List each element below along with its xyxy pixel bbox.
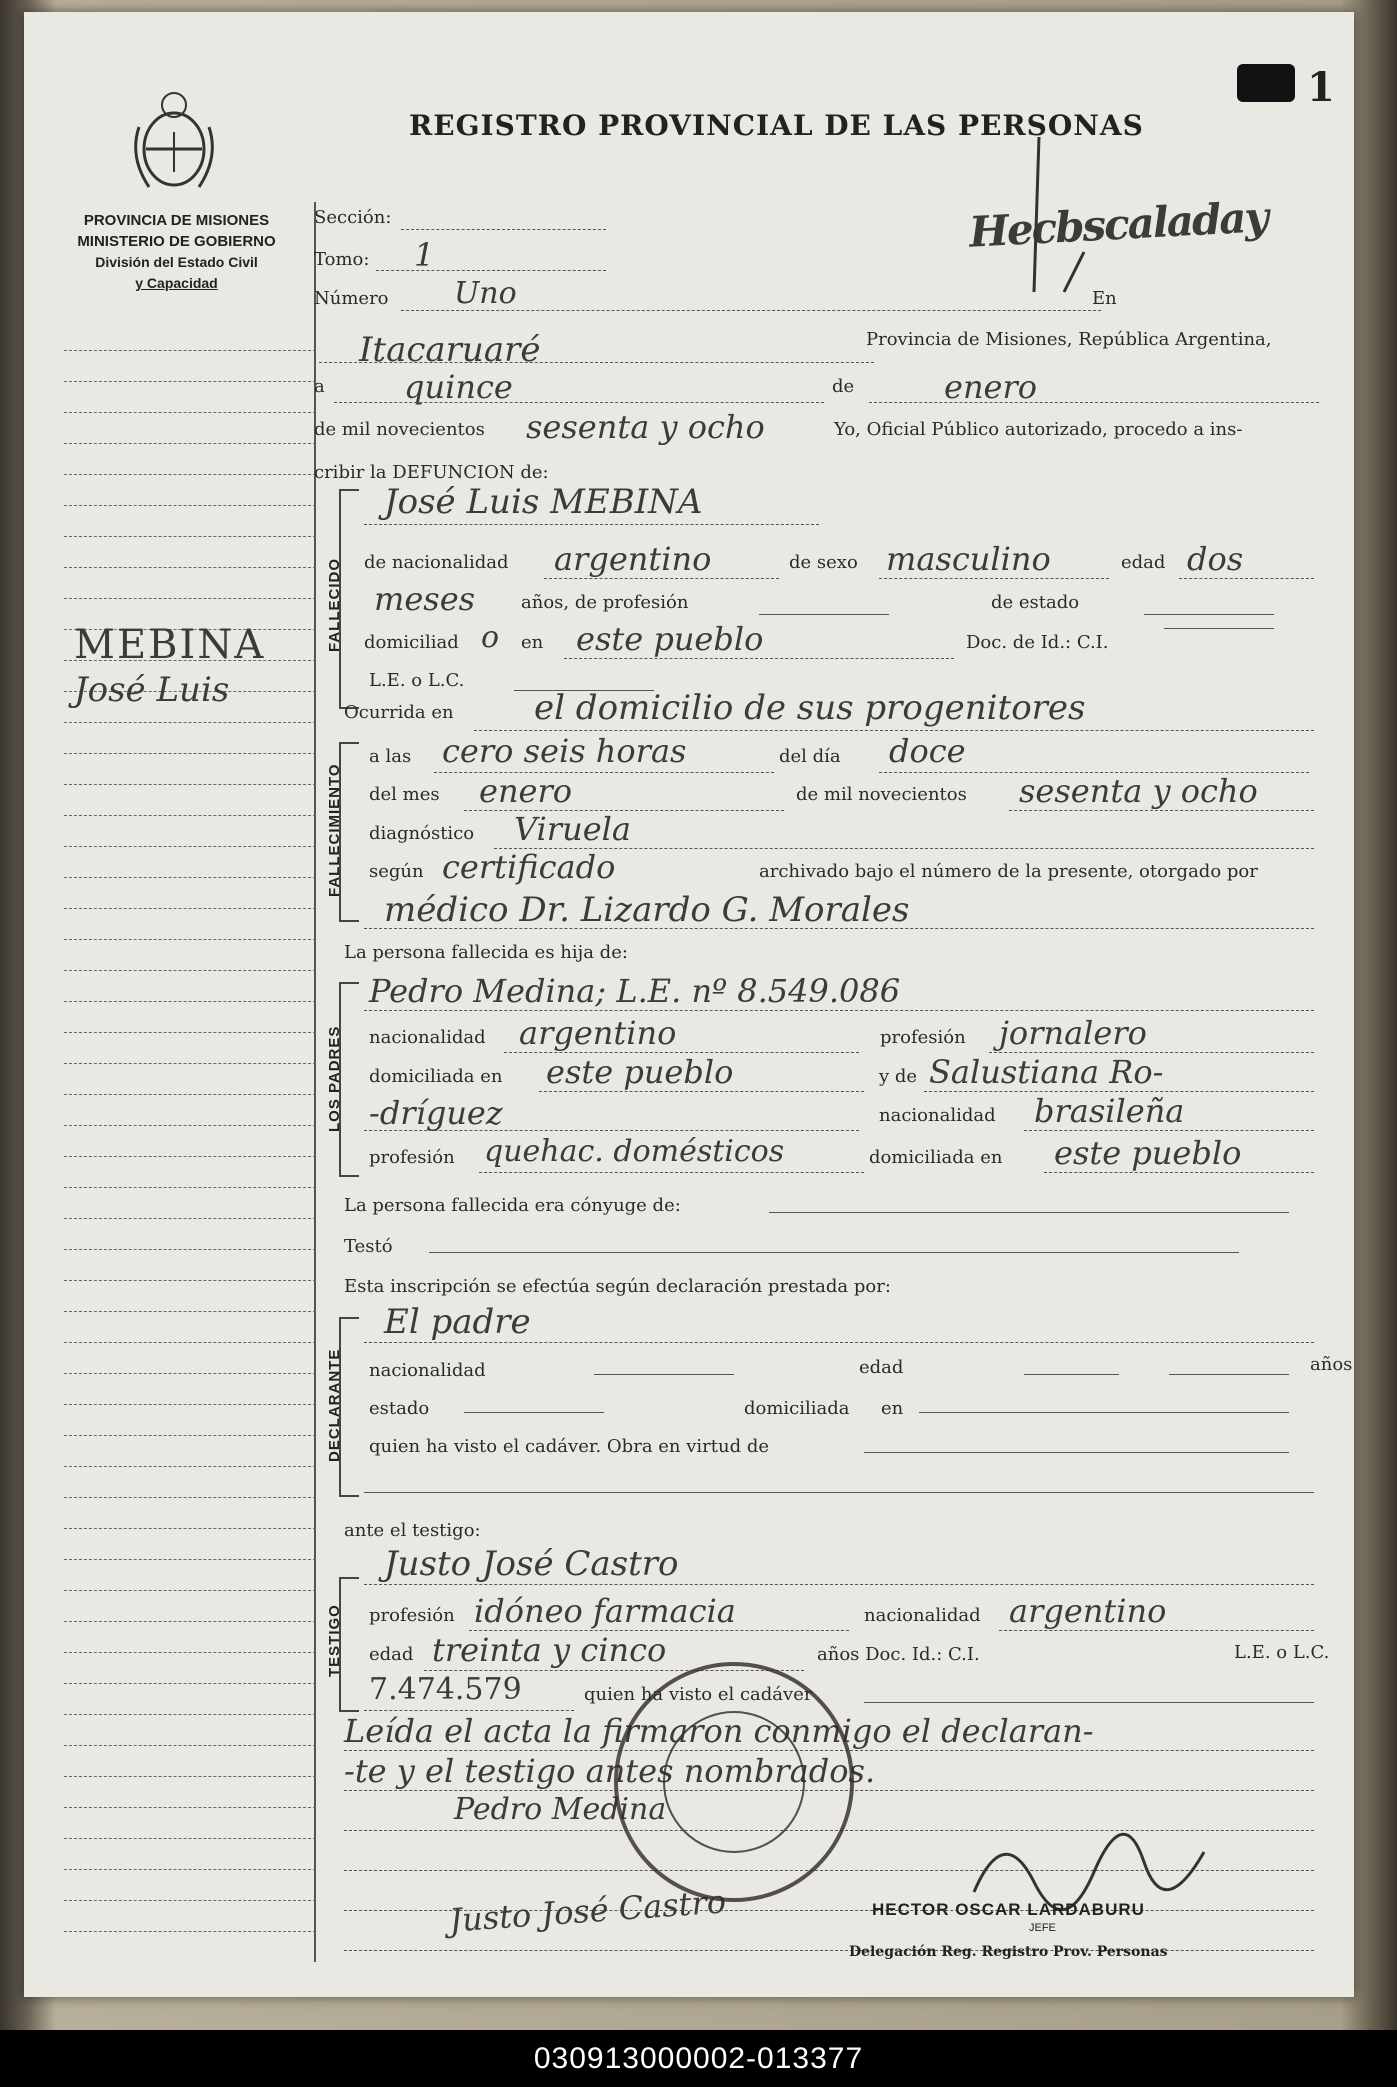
month-value: enero bbox=[944, 368, 1038, 406]
place-line bbox=[319, 362, 874, 363]
testigo-name: Justo José Castro bbox=[384, 1544, 679, 1584]
declarante-edad-label: edad bbox=[859, 1357, 904, 1378]
declarante-domiciliada-label: domiciliada bbox=[744, 1398, 850, 1419]
medico-line bbox=[364, 928, 1314, 929]
issuer-line-2: MINISTERIO DE GOBIERNO bbox=[77, 233, 276, 250]
doc-line bbox=[1164, 628, 1274, 629]
conyuge-line bbox=[769, 1212, 1289, 1213]
testigo-profesion-label: profesión bbox=[369, 1605, 455, 1626]
day-value: quince bbox=[404, 368, 513, 406]
edad-line bbox=[1179, 578, 1314, 579]
closing-line-2: -te y el testigo antes nombrados. bbox=[344, 1752, 876, 1790]
page-number: 1 bbox=[1307, 64, 1335, 111]
fallecimiento-hora-value: cero seis horas bbox=[442, 732, 687, 770]
fallecimiento-dia-value: doce bbox=[889, 732, 966, 770]
fallecido-nacionalidad-label: de nacionalidad bbox=[364, 552, 509, 573]
fallecimiento-diagnostico-label: diagnóstico bbox=[369, 823, 475, 844]
padres-nacionalidad-label: nacionalidad bbox=[369, 1027, 486, 1048]
deceased-name: José Luis MEBINA bbox=[384, 482, 703, 522]
issuer-line-4: y Capacidad bbox=[135, 275, 218, 291]
seccion-line bbox=[401, 229, 606, 230]
day-line bbox=[334, 402, 824, 403]
testigo-le-value: 7.474.579 bbox=[369, 1672, 522, 1707]
padres-profesion2-value: quehac. domésticos bbox=[484, 1134, 785, 1169]
estado-line bbox=[1144, 614, 1274, 615]
fallecimiento-segun-value: certificado bbox=[442, 848, 616, 886]
inscripcion-label: Esta inscripción se efectúa según declaración prestada por: bbox=[344, 1276, 891, 1297]
madre-name-cont: -dríguez bbox=[369, 1094, 503, 1132]
numero-line bbox=[401, 310, 1101, 311]
padres-profesion2-label: profesión bbox=[369, 1147, 455, 1168]
testigo-edad-value: treinta y cinco bbox=[432, 1631, 667, 1669]
declarante-name: El padre bbox=[384, 1302, 531, 1342]
numero-label: Número bbox=[314, 288, 389, 309]
fallecido-sexo-label: de sexo bbox=[789, 552, 858, 573]
numero-value: Uno bbox=[454, 276, 517, 311]
padres-section-label: LOS PADRES bbox=[326, 1025, 343, 1132]
officer-office: Delegación Reg. Registro Prov. Personas bbox=[849, 1944, 1168, 1960]
mil-label: de mil novecientos bbox=[314, 419, 485, 440]
testigo-quien-label: quien ha visto el cadáver bbox=[584, 1684, 813, 1705]
fallecido-estado-label: de estado bbox=[991, 592, 1080, 613]
top-signature: Hecbscaladay bbox=[967, 192, 1269, 257]
madre-name: Salustiana Ro- bbox=[929, 1053, 1164, 1091]
deceased-name-line bbox=[364, 524, 819, 525]
declarante-en-label: en bbox=[881, 1398, 904, 1419]
tomo-line bbox=[376, 270, 606, 271]
fallecimiento-segun-label: según bbox=[369, 861, 424, 882]
tomo-label: Tomo: bbox=[314, 249, 370, 270]
conyuge-label: La persona fallecida era cónyuge de: bbox=[344, 1195, 681, 1216]
padres-nacionalidad2-label: nacionalidad bbox=[879, 1105, 996, 1126]
en-label: En bbox=[1092, 288, 1117, 309]
fallecimiento-archivado-label: archivado bajo el número de la presente, otorgado por bbox=[759, 861, 1258, 882]
padres-domicilio-value: este pueblo bbox=[546, 1053, 734, 1091]
ocurrida-label: Ocurrida en bbox=[344, 702, 454, 723]
cribir-label: cribir la DEFUNCION de: bbox=[314, 462, 549, 483]
officer-title: JEFE bbox=[1029, 1922, 1056, 1934]
fallecido-edad-value: dos bbox=[1187, 540, 1244, 578]
document-id: 030913000002-013377 bbox=[533, 2041, 864, 2075]
testigo-le-label: L.E. o L.C. bbox=[1234, 1642, 1330, 1663]
testigo-nacionalidad-label: nacionalidad bbox=[864, 1605, 981, 1626]
fallecimiento-del-dia-label: del día bbox=[779, 746, 841, 767]
testigo-line bbox=[364, 1584, 1314, 1585]
signature-stroke bbox=[1024, 132, 1104, 302]
decl-edad-line bbox=[1024, 1374, 1119, 1375]
testigo-section-label: TESTIGO bbox=[326, 1604, 343, 1677]
madre-nac-line bbox=[1024, 1130, 1314, 1131]
declarante-cadaver-label: quien ha visto el cadáver. Obra en virtud de bbox=[369, 1436, 770, 1457]
testigo-profesion-value: idóneo farmacia bbox=[474, 1592, 736, 1630]
decl-obra-line bbox=[864, 1452, 1289, 1453]
testigo-le-line bbox=[364, 1710, 574, 1711]
padre-line bbox=[364, 1010, 1314, 1011]
document-page bbox=[24, 12, 1354, 1997]
padres-profesion-label: profesión bbox=[880, 1027, 966, 1048]
declarante-anos-label: años bbox=[1310, 1354, 1353, 1375]
declarante-estado-label: estado bbox=[369, 1398, 430, 1419]
padres-y-de-label: y de bbox=[879, 1066, 918, 1087]
anio-line bbox=[1009, 810, 1314, 811]
fallecimiento-del-mes-label: del mes bbox=[369, 784, 440, 805]
fallecido-doc-label: Doc. de Id.: C.I. bbox=[966, 632, 1109, 653]
decl-nac-line bbox=[594, 1374, 734, 1375]
testigo-edad-label: edad bbox=[369, 1644, 414, 1665]
fallecimiento-mes-value: enero bbox=[479, 772, 573, 810]
ocurrida-line bbox=[474, 730, 1314, 731]
testigo-quien-line bbox=[864, 1702, 1314, 1703]
ante-label: ante el testigo: bbox=[344, 1520, 481, 1541]
diagnostico-line bbox=[494, 848, 1314, 849]
padres-nacionalidad2-value: brasileña bbox=[1034, 1092, 1185, 1130]
testigo-nac-line bbox=[999, 1630, 1314, 1631]
fallecido-meses-value: meses bbox=[374, 580, 476, 618]
year-value: sesenta y ocho bbox=[526, 408, 765, 446]
testo-line bbox=[429, 1252, 1239, 1253]
declarante-section-label: DECLARANTE bbox=[326, 1348, 343, 1462]
margin-given-name: José Luis bbox=[74, 670, 230, 710]
decl-dom-line bbox=[919, 1412, 1289, 1413]
fallecido-en-label: en bbox=[521, 632, 544, 653]
fallecido-sexo-value: masculino bbox=[886, 540, 1051, 578]
profesion-line bbox=[759, 614, 889, 615]
tomo-value: 1 bbox=[414, 236, 435, 274]
oficial-label: Yo, Oficial Público autorizado, procedo a ins- bbox=[834, 419, 1243, 440]
padre-name: Pedro Medina; L.E. nº 8.549.086 bbox=[369, 972, 901, 1010]
fallecido-section-label: FALLECIDO bbox=[326, 558, 343, 652]
fallecimiento-anio-value: sesenta y ocho bbox=[1019, 772, 1258, 810]
decl-extra-line bbox=[364, 1492, 1314, 1493]
declarante-line bbox=[364, 1342, 1314, 1343]
place-value: Itacaruaré bbox=[359, 330, 541, 370]
issuer-line-1: PROVINCIA DE MISIONES bbox=[83, 212, 270, 229]
issuer-block bbox=[34, 210, 319, 294]
fallecido-edad-label: edad bbox=[1121, 552, 1166, 573]
fallecido-nacionalidad-value: argentino bbox=[554, 540, 712, 578]
document-id-strip bbox=[0, 2030, 1397, 2087]
madre-prof-line bbox=[479, 1172, 864, 1173]
fallecimiento-a-las-label: a las bbox=[369, 746, 412, 767]
signature-declarante: Pedro Medina bbox=[454, 1792, 667, 1827]
month-line bbox=[869, 402, 1319, 403]
margin-surname: MEBINA bbox=[74, 622, 266, 668]
officer-name: HECTOR OSCAR LARDABURU bbox=[872, 1900, 1145, 1919]
fallecimiento-diagnostico-value: Viruela bbox=[514, 810, 631, 848]
declarante-nacionalidad-label: nacionalidad bbox=[369, 1360, 486, 1381]
padres-domiciliada2-label: domiciliada en bbox=[869, 1147, 1003, 1168]
madre-cont-line bbox=[364, 1130, 859, 1131]
madre-dom-line bbox=[1044, 1172, 1314, 1173]
closing-line-1: Leída el acta la firmaron conmigo el declaran- bbox=[344, 1712, 1094, 1750]
sexo-line bbox=[879, 578, 1109, 579]
fallecimiento-section-label: FALLECIMIENTO bbox=[326, 763, 343, 897]
fallecido-le-label: L.E. o L.C. bbox=[369, 670, 465, 691]
de-label: de bbox=[832, 376, 855, 397]
seccion-label: Sección: bbox=[314, 207, 392, 228]
testo-label: Testó bbox=[344, 1236, 393, 1257]
fallecimiento-medico-value: médico Dr. Lizardo G. Morales bbox=[384, 890, 910, 930]
padres-domicilio2-value: este pueblo bbox=[1054, 1134, 1242, 1172]
fallecido-anos-label: años, de profesión bbox=[521, 592, 689, 613]
redaction-mark bbox=[1237, 64, 1295, 102]
signature-testigo: Justo José Castro bbox=[448, 1882, 728, 1940]
decl-estado-line bbox=[464, 1412, 604, 1413]
page-title: REGISTRO PROVINCIAL DE LAS PERSONAS bbox=[409, 109, 1144, 142]
padres-domiciliada-label: domiciliada en bbox=[369, 1066, 503, 1087]
ocurrida-value: el domicilio de sus progenitores bbox=[534, 688, 1086, 728]
padres-nacionalidad-value: argentino bbox=[519, 1014, 677, 1052]
sig-line-4 bbox=[344, 1950, 1314, 1951]
padres-profesion-value: jornalero bbox=[999, 1014, 1147, 1052]
fallecimiento-mil-label: de mil novecientos bbox=[796, 784, 967, 805]
padre-dom-line bbox=[539, 1091, 864, 1092]
decl-edad-line-2 bbox=[1169, 1374, 1289, 1375]
coat-of-arms-icon bbox=[124, 87, 224, 202]
fallecido-domicilio-value: este pueblo bbox=[576, 620, 764, 658]
fallecido-domicilio-label: domiciliad bbox=[364, 632, 459, 653]
issuer-line-3: División del Estado Civil bbox=[95, 254, 258, 270]
testigo-nacionalidad-value: argentino bbox=[1009, 1592, 1167, 1630]
nacionalidad-line bbox=[544, 578, 779, 579]
testigo-anos-label: años Doc. Id.: C.I. bbox=[817, 1644, 980, 1665]
official-stamp bbox=[614, 1662, 854, 1902]
fallecido-domicilio-o: o bbox=[481, 620, 500, 655]
a-label: a bbox=[314, 376, 325, 397]
stamp-inner-ring bbox=[663, 1711, 805, 1853]
hija-label: La persona fallecida es hija de: bbox=[344, 942, 628, 963]
domicilio-line bbox=[564, 658, 954, 659]
provincia-label: Provincia de Misiones, República Argentina, bbox=[866, 329, 1272, 350]
